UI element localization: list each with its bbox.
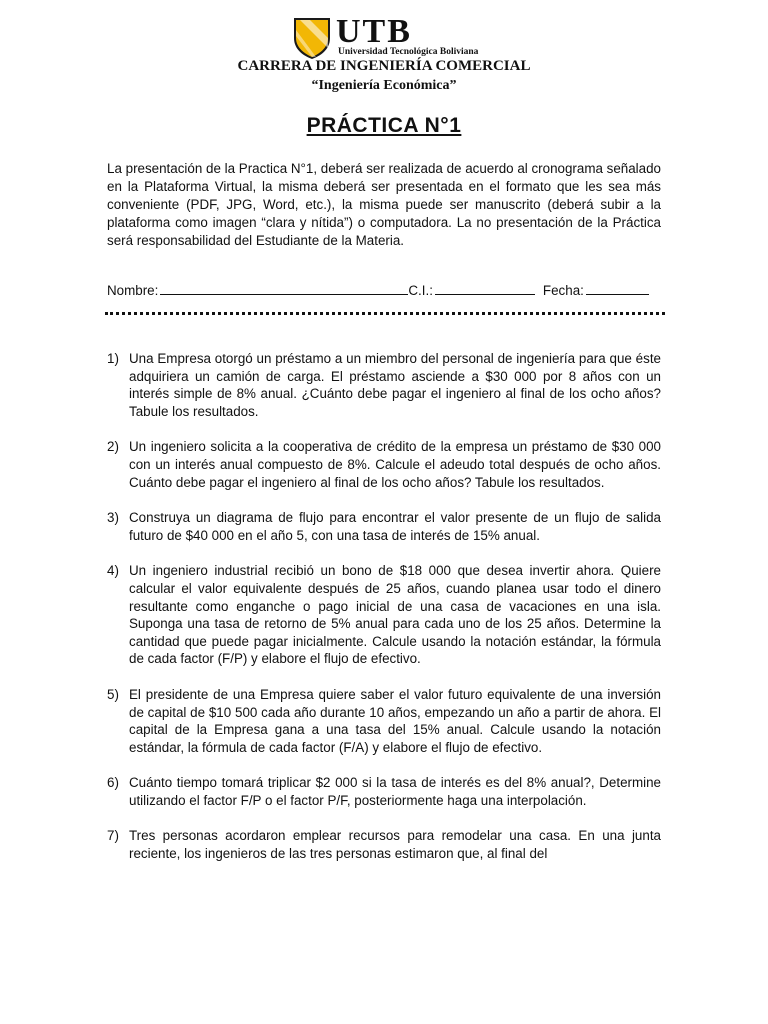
list-item xyxy=(107,350,661,420)
logo-subtitle: Universidad Tecnológica Boliviana xyxy=(338,47,479,57)
question-number: 7) xyxy=(107,828,119,844)
intro-paragraph: La presentación de la Practica N°1, deberá ser realizada de acuerdo al cronograma señalado en la Plataforma Virtual, la misma deberá ser presentada en el formato que les sea más conveniente (PDF, JPG, Word, etc.), la misma puede ser manuscrito (deberá subir a la plataforma como imagen “clara y nítida”) o computadora. La no presentación de la Práctica será responsabilidad del Estudiante de la Materia. xyxy=(107,161,661,248)
student-form-line xyxy=(107,282,661,298)
ci-blank xyxy=(435,282,535,295)
date-blank xyxy=(586,282,649,295)
list-item xyxy=(107,686,661,756)
question-number: 5) xyxy=(107,686,119,702)
question-text: Tres personas acordaron emplear recursos para remodelar una casa. En una junta reciente, los ingenieros de las tres personas estimaron que, al final del xyxy=(129,828,661,862)
shield-logo-icon xyxy=(292,16,332,60)
page-title: PRÁCTICA N°1 xyxy=(306,114,462,137)
question-number: 6) xyxy=(107,775,119,791)
question-text: Construya un diagrama de flujo para encontrar el valor presente de un flujo de salida futuro de $40 000 en el año 5, con una tasa de interés de 15% anual. xyxy=(129,510,661,543)
list-item xyxy=(107,827,661,862)
list-item xyxy=(107,774,661,809)
list-item xyxy=(107,438,661,491)
ci-label: C.I.: xyxy=(408,283,433,298)
career-heading: CARRERA DE INGENIERÍA COMERCIAL xyxy=(237,58,531,74)
question-list xyxy=(107,350,661,881)
question-text: Una Empresa otorgó un préstamo a un miembro del personal de ingeniería para que éste adquiriera un camión de carga. El préstamo asciende a $30 000 por 8 años con un interés simple de 8% anual. ¿Cuánto debe pagar el ingeniero al final de los ocho años? Tabule los resultados. xyxy=(129,351,661,419)
question-text: El presidente de una Empresa quiere saber el valor futuro equivalente de una inversión de capital de $10 500 cada año durante 10 años, empezando un año a partir de ahora. El capital de la Empresa gana a una tasa del 15% anual. Calcule usando la notación estándar, la fórmula de cada factor (F/A) y elabore el flujo de efectivo. xyxy=(129,686,661,755)
question-text: Cuánto tiempo tomará triplicar $2 000 si la tasa de interés es del 8% anual?, Determine utilizando el factor F/P o el factor P/F, posteriormente haga una interpolación. xyxy=(129,775,661,808)
dotted-separator xyxy=(105,312,665,321)
date-label: Fecha: xyxy=(542,283,584,298)
question-text: Un ingeniero industrial recibió un bono de $18 000 que desea invertir ahora. Quiere calcular el valor equivalente después de 25 años, cuando planea usar todo el dinero resultante como enganche o pago inicial de una casa de vacaciones en una isla. Suponga una tasa de retorno de 5% anual para cada uno de los 25 años. Determine la cantidad que puede pagar inicialmente. Calcule usando la notación estándar, la fórmula de cada factor (F/P) y elabore el flujo de efectivo. xyxy=(129,563,661,667)
question-number: 2) xyxy=(107,439,119,455)
question-number: 3) xyxy=(107,510,119,526)
list-item xyxy=(107,509,661,544)
question-text: Un ingeniero solicita a la cooperativa de crédito de la empresa un préstamo de $30 000 con un interés anual compuesto de 8%. Calcule el adeudo total después de ocho años. Cuánto debe pagar el ingeniero al final de los ocho años? Tabule los resultados. xyxy=(129,439,661,490)
list-item xyxy=(107,562,661,668)
name-blank xyxy=(160,282,408,295)
subject-heading: “Ingeniería Económica” xyxy=(311,78,457,93)
question-number: 1) xyxy=(107,351,119,366)
name-label: Nombre: xyxy=(107,283,159,298)
logo-wordmark: UTB xyxy=(336,13,412,50)
utb-logo xyxy=(292,13,482,60)
question-number: 4) xyxy=(107,563,119,579)
